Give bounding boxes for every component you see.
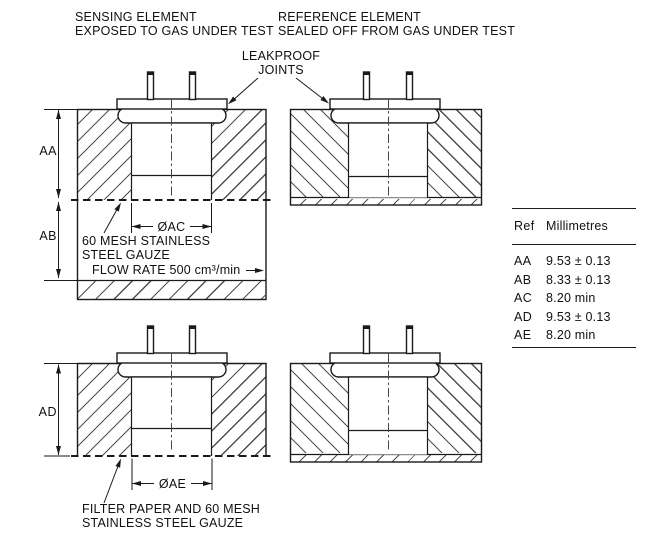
table-row: AB 8.33 ± 0.13 (514, 272, 611, 287)
table-row: AE 8.20 min (514, 328, 596, 342)
table-row: AA 9.53 ± 0.13 (514, 254, 611, 268)
table-row: AD 9.53 ± 0.13 (514, 309, 611, 324)
gauze-leader (104, 203, 121, 234)
lead-pin (407, 72, 413, 100)
filter-leader (104, 459, 121, 504)
leakproof-leader-left (228, 78, 258, 104)
sensing-element-title (75, 11, 274, 38)
lead-pin (148, 72, 154, 100)
lead-pin (407, 326, 413, 354)
flow-rate-note: FLOW RATE 500 cm³/min (92, 263, 241, 277)
reference-title-line2: SEALED OFF FROM GAS UNDER TEST (278, 23, 516, 38)
table-rule-header (512, 244, 636, 245)
table-rule-top (512, 208, 636, 209)
element-cap (330, 353, 440, 363)
sensing-title-line1: SENSING ELEMENT (75, 10, 197, 24)
table-rule-bottom (512, 347, 636, 348)
reference-element-top-view (291, 72, 482, 205)
dimension-table (512, 208, 636, 350)
reference-element-bottom-view (291, 326, 482, 462)
flow-direction-arrow (246, 268, 264, 273)
lead-pin (148, 326, 154, 354)
table-header (512, 219, 636, 233)
filter-note: FILTER PAPER AND 60 MESH STAINLESS STEEL GAUZE (82, 502, 260, 530)
reference-element-title (278, 11, 515, 38)
leakproof-joint-seal (331, 362, 439, 377)
dimension-label-ac: ØAC (153, 220, 190, 234)
dimension-label-ab: AB (39, 229, 57, 243)
table-header-ref: Ref (514, 219, 535, 233)
reference-title-line1: REFERENCE ELEMENT (278, 10, 422, 24)
table-header-millimetres: Millimetres (546, 219, 608, 233)
sensing-element-bottom-view (71, 326, 272, 456)
gauze-note: 60 MESH STAINLESS STEEL GAUZE (82, 234, 211, 262)
dimension-label-ad: AD (38, 405, 57, 419)
element-cap (330, 99, 440, 109)
lead-pin (364, 72, 370, 100)
sensing-title-line2: EXPOSED TO GAS UNDER TEST (75, 23, 274, 38)
lead-pin (364, 326, 370, 354)
leakproof-joint-seal (331, 108, 439, 123)
table-row: AC 8.20 min (514, 291, 596, 305)
leakproof-joints-label: LEAKPROOF JOINTS (241, 49, 321, 77)
dimension-label-ae: ØAE (154, 477, 191, 491)
dimension-label-aa: AA (39, 144, 57, 158)
lead-pin (190, 72, 196, 100)
leakproof-leader-right (296, 78, 329, 104)
lead-pin (190, 326, 196, 354)
